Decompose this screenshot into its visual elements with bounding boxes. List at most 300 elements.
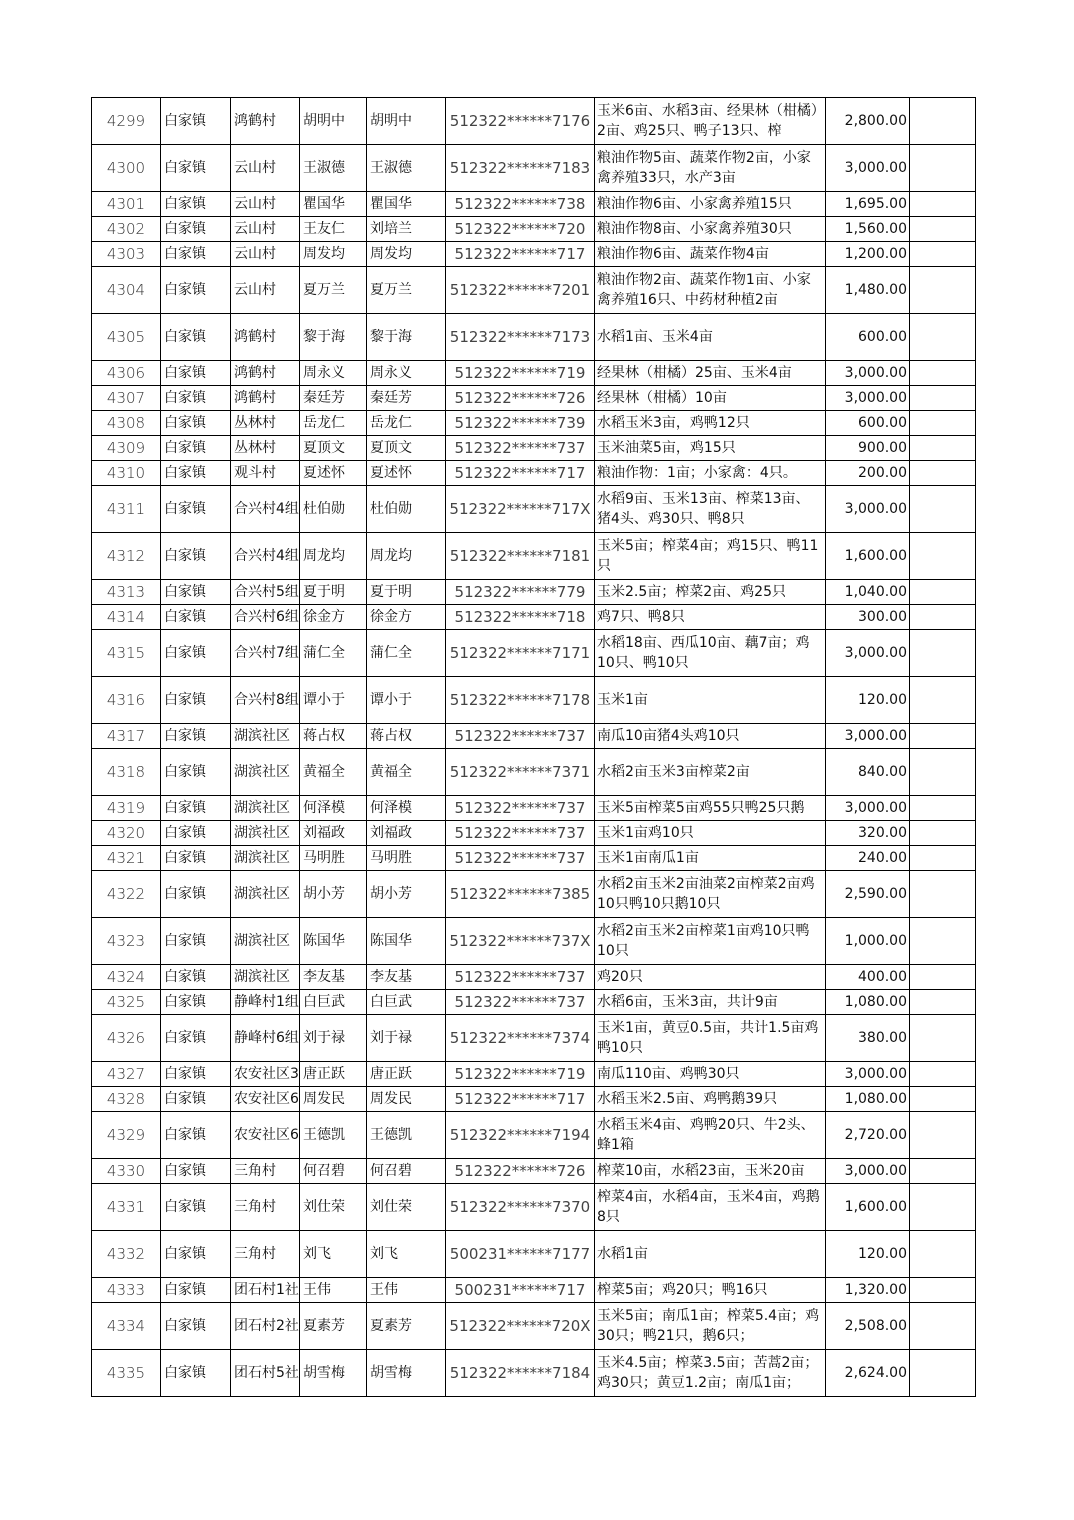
amount-cell: 300.00 bbox=[826, 605, 910, 630]
payee-cell: 夏万兰 bbox=[367, 267, 446, 314]
description-cell: 水稻玉米4亩、鸡鸭20只、牛2头、蜂1箱 bbox=[595, 1112, 826, 1159]
description-cell: 玉米5亩榨菜5亩鸡55只鸭25只鹅 bbox=[595, 796, 826, 821]
remarks-cell bbox=[910, 461, 976, 486]
id-number-cell: 512322******726 bbox=[446, 1159, 595, 1184]
amount-cell: 2,508.00 bbox=[826, 1303, 910, 1350]
village-cell: 鸿鹤村 bbox=[231, 98, 300, 145]
town-cell: 白家镇 bbox=[161, 1231, 231, 1278]
remarks-cell bbox=[910, 965, 976, 990]
payee-cell: 胡雪梅 bbox=[367, 1350, 446, 1397]
payee-cell: 周发均 bbox=[367, 242, 446, 267]
name-cell: 周发民 bbox=[300, 1087, 367, 1112]
town-cell: 白家镇 bbox=[161, 361, 231, 386]
name-cell: 马明胜 bbox=[300, 846, 367, 871]
row-number: 4316 bbox=[92, 677, 161, 724]
name-cell: 唐正跃 bbox=[300, 1062, 367, 1087]
amount-cell: 3,000.00 bbox=[826, 630, 910, 677]
name-cell: 夏述怀 bbox=[300, 461, 367, 486]
payee-cell: 刘福政 bbox=[367, 821, 446, 846]
id-number-cell: 512322******7370 bbox=[446, 1184, 595, 1231]
name-cell: 何泽模 bbox=[300, 796, 367, 821]
table-row bbox=[92, 1112, 976, 1159]
village-cell: 合兴村7组 bbox=[231, 630, 300, 677]
payee-cell: 徐金方 bbox=[367, 605, 446, 630]
name-cell: 蒲仁全 bbox=[300, 630, 367, 677]
name-cell: 胡雪梅 bbox=[300, 1350, 367, 1397]
row-number: 4303 bbox=[92, 242, 161, 267]
name-cell: 刘于禄 bbox=[300, 1015, 367, 1062]
row-number: 4328 bbox=[92, 1087, 161, 1112]
remarks-cell bbox=[910, 990, 976, 1015]
remarks-cell bbox=[910, 386, 976, 411]
remarks-cell bbox=[910, 677, 976, 724]
amount-cell: 3,000.00 bbox=[826, 386, 910, 411]
row-number: 4327 bbox=[92, 1062, 161, 1087]
village-cell: 团石村5社 bbox=[231, 1350, 300, 1397]
amount-cell: 2,590.00 bbox=[826, 871, 910, 918]
town-cell: 白家镇 bbox=[161, 436, 231, 461]
row-number: 4302 bbox=[92, 217, 161, 242]
town-cell: 白家镇 bbox=[161, 677, 231, 724]
name-cell: 夏万兰 bbox=[300, 267, 367, 314]
row-number: 4329 bbox=[92, 1112, 161, 1159]
amount-cell: 3,000.00 bbox=[826, 486, 910, 533]
amount-cell: 380.00 bbox=[826, 1015, 910, 1062]
village-cell: 湖滨社区 bbox=[231, 821, 300, 846]
name-cell: 秦廷芳 bbox=[300, 386, 367, 411]
remarks-cell bbox=[910, 361, 976, 386]
village-cell: 湖滨社区 bbox=[231, 796, 300, 821]
table-row bbox=[92, 436, 976, 461]
description-cell: 玉米1亩南瓜1亩 bbox=[595, 846, 826, 871]
town-cell: 白家镇 bbox=[161, 580, 231, 605]
id-number-cell: 512322******718 bbox=[446, 605, 595, 630]
amount-cell: 3,000.00 bbox=[826, 724, 910, 749]
id-number-cell: 512322******737 bbox=[446, 796, 595, 821]
description-cell: 南瓜10亩猪4头鸡10只 bbox=[595, 724, 826, 749]
row-number: 4304 bbox=[92, 267, 161, 314]
description-cell: 粮油作物2亩、蔬菜作物1亩、小家禽养殖16只、中药材种植2亩 bbox=[595, 267, 826, 314]
description-cell: 榨菜10亩，水稻23亩，玉米20亩 bbox=[595, 1159, 826, 1184]
village-cell: 三角村 bbox=[231, 1159, 300, 1184]
village-cell: 静峰村1组 bbox=[231, 990, 300, 1015]
description-cell: 水稻18亩、西瓜10亩、藕7亩；鸡10只、鸭10只 bbox=[595, 630, 826, 677]
remarks-cell bbox=[910, 1184, 976, 1231]
village-cell: 云山村 bbox=[231, 192, 300, 217]
remarks-cell bbox=[910, 1231, 976, 1278]
remarks-cell bbox=[910, 630, 976, 677]
name-cell: 白巨武 bbox=[300, 990, 367, 1015]
row-number: 4309 bbox=[92, 436, 161, 461]
row-number: 4322 bbox=[92, 871, 161, 918]
town-cell: 白家镇 bbox=[161, 192, 231, 217]
town-cell: 白家镇 bbox=[161, 145, 231, 192]
payee-cell: 秦廷芳 bbox=[367, 386, 446, 411]
payee-cell: 黄福全 bbox=[367, 749, 446, 796]
id-number-cell: 512322******717X bbox=[446, 486, 595, 533]
remarks-cell bbox=[910, 533, 976, 580]
name-cell: 李友基 bbox=[300, 965, 367, 990]
remarks-cell bbox=[910, 267, 976, 314]
amount-cell: 1,000.00 bbox=[826, 918, 910, 965]
name-cell: 夏顶文 bbox=[300, 436, 367, 461]
name-cell: 王伟 bbox=[300, 1278, 367, 1303]
description-cell: 玉米油菜5亩，鸡15只 bbox=[595, 436, 826, 461]
table-row bbox=[92, 192, 976, 217]
remarks-cell bbox=[910, 98, 976, 145]
town-cell: 白家镇 bbox=[161, 1015, 231, 1062]
town-cell: 白家镇 bbox=[161, 990, 231, 1015]
remarks-cell bbox=[910, 486, 976, 533]
village-cell: 鸿鹤村 bbox=[231, 361, 300, 386]
id-number-cell: 512322******7201 bbox=[446, 267, 595, 314]
amount-cell: 1,560.00 bbox=[826, 217, 910, 242]
amount-cell: 1,600.00 bbox=[826, 533, 910, 580]
payee-cell: 王淑德 bbox=[367, 145, 446, 192]
remarks-cell bbox=[910, 580, 976, 605]
town-cell: 白家镇 bbox=[161, 605, 231, 630]
id-number-cell: 512322******7385 bbox=[446, 871, 595, 918]
payee-cell: 胡小芳 bbox=[367, 871, 446, 918]
row-number: 4331 bbox=[92, 1184, 161, 1231]
amount-cell: 900.00 bbox=[826, 436, 910, 461]
amount-cell: 1,200.00 bbox=[826, 242, 910, 267]
village-cell: 三角村 bbox=[231, 1231, 300, 1278]
village-cell: 湖滨社区 bbox=[231, 724, 300, 749]
id-number-cell: 512322******737 bbox=[446, 990, 595, 1015]
remarks-cell bbox=[910, 411, 976, 436]
name-cell: 黎于海 bbox=[300, 314, 367, 361]
id-number-cell: 512322******7371 bbox=[446, 749, 595, 796]
remarks-cell bbox=[910, 796, 976, 821]
table-row bbox=[92, 145, 976, 192]
table-row bbox=[92, 1015, 976, 1062]
row-number: 4325 bbox=[92, 990, 161, 1015]
description-cell: 粮油作物6亩、蔬菜作物4亩 bbox=[595, 242, 826, 267]
town-cell: 白家镇 bbox=[161, 965, 231, 990]
village-cell: 观斗村 bbox=[231, 461, 300, 486]
remarks-cell bbox=[910, 871, 976, 918]
town-cell: 白家镇 bbox=[161, 1087, 231, 1112]
row-number: 4318 bbox=[92, 749, 161, 796]
description-cell: 水稻1亩 bbox=[595, 1231, 826, 1278]
description-cell: 粮油作物8亩、小家禽养殖30只 bbox=[595, 217, 826, 242]
town-cell: 白家镇 bbox=[161, 1112, 231, 1159]
table-row bbox=[92, 461, 976, 486]
payee-cell: 岳龙仁 bbox=[367, 411, 446, 436]
table-row bbox=[92, 217, 976, 242]
name-cell: 何召碧 bbox=[300, 1159, 367, 1184]
subsidy-table bbox=[91, 97, 976, 1397]
table-row bbox=[92, 677, 976, 724]
id-number-cell: 512322******717 bbox=[446, 242, 595, 267]
remarks-cell bbox=[910, 821, 976, 846]
town-cell: 白家镇 bbox=[161, 1278, 231, 1303]
payee-cell: 黎于海 bbox=[367, 314, 446, 361]
village-cell: 云山村 bbox=[231, 145, 300, 192]
amount-cell: 3,000.00 bbox=[826, 1159, 910, 1184]
payee-cell: 白巨武 bbox=[367, 990, 446, 1015]
description-cell: 水稻1亩、玉米4亩 bbox=[595, 314, 826, 361]
row-number: 4299 bbox=[92, 98, 161, 145]
town-cell: 白家镇 bbox=[161, 1062, 231, 1087]
remarks-cell bbox=[910, 1303, 976, 1350]
town-cell: 白家镇 bbox=[161, 1303, 231, 1350]
description-cell: 粮油作物6亩、小家禽养殖15只 bbox=[595, 192, 826, 217]
row-number: 4307 bbox=[92, 386, 161, 411]
row-number: 4310 bbox=[92, 461, 161, 486]
town-cell: 白家镇 bbox=[161, 314, 231, 361]
row-number: 4312 bbox=[92, 533, 161, 580]
town-cell: 白家镇 bbox=[161, 1159, 231, 1184]
description-cell: 鸡20只 bbox=[595, 965, 826, 990]
payee-cell: 周发民 bbox=[367, 1087, 446, 1112]
payee-cell: 刘仕荣 bbox=[367, 1184, 446, 1231]
town-cell: 白家镇 bbox=[161, 796, 231, 821]
name-cell: 瞿国华 bbox=[300, 192, 367, 217]
payee-cell: 周龙均 bbox=[367, 533, 446, 580]
remarks-cell bbox=[910, 605, 976, 630]
id-number-cell: 512322******720 bbox=[446, 217, 595, 242]
village-cell: 湖滨社区 bbox=[231, 918, 300, 965]
row-number: 4321 bbox=[92, 846, 161, 871]
amount-cell: 400.00 bbox=[826, 965, 910, 990]
id-number-cell: 512322******739 bbox=[446, 411, 595, 436]
amount-cell: 1,040.00 bbox=[826, 580, 910, 605]
table-row bbox=[92, 242, 976, 267]
description-cell: 榨菜5亩；鸡20只；鸭16只 bbox=[595, 1278, 826, 1303]
remarks-cell bbox=[910, 1087, 976, 1112]
town-cell: 白家镇 bbox=[161, 217, 231, 242]
name-cell: 陈国华 bbox=[300, 918, 367, 965]
village-cell: 农安社区3 bbox=[231, 1062, 300, 1087]
id-number-cell: 512322******737 bbox=[446, 846, 595, 871]
village-cell: 云山村 bbox=[231, 267, 300, 314]
remarks-cell bbox=[910, 192, 976, 217]
table-row bbox=[92, 965, 976, 990]
description-cell: 玉米6亩、水稻3亩、经果林（柑橘）2亩、鸡25只、鸭子13只、榨 bbox=[595, 98, 826, 145]
id-number-cell: 512322******7178 bbox=[446, 677, 595, 724]
payee-cell: 李友基 bbox=[367, 965, 446, 990]
amount-cell: 600.00 bbox=[826, 411, 910, 436]
id-number-cell: 512322******738 bbox=[446, 192, 595, 217]
village-cell: 团石村2社 bbox=[231, 1303, 300, 1350]
description-cell: 玉米1亩，黄豆0.5亩，共计1.5亩鸡鸭10只 bbox=[595, 1015, 826, 1062]
name-cell: 蒋占权 bbox=[300, 724, 367, 749]
row-number: 4334 bbox=[92, 1303, 161, 1350]
village-cell: 湖滨社区 bbox=[231, 965, 300, 990]
amount-cell: 2,624.00 bbox=[826, 1350, 910, 1397]
town-cell: 白家镇 bbox=[161, 98, 231, 145]
row-number: 4308 bbox=[92, 411, 161, 436]
table-row bbox=[92, 1184, 976, 1231]
description-cell: 经果林（柑橘）10亩 bbox=[595, 386, 826, 411]
table-row bbox=[92, 1350, 976, 1397]
village-cell: 静峰村6组 bbox=[231, 1015, 300, 1062]
id-number-cell: 512322******737 bbox=[446, 436, 595, 461]
table-row bbox=[92, 267, 976, 314]
row-number: 4313 bbox=[92, 580, 161, 605]
name-cell: 刘福政 bbox=[300, 821, 367, 846]
name-cell: 黄福全 bbox=[300, 749, 367, 796]
description-cell: 玉米5亩；榨菜4亩；鸡15只、鸭11只 bbox=[595, 533, 826, 580]
town-cell: 白家镇 bbox=[161, 267, 231, 314]
row-number: 4333 bbox=[92, 1278, 161, 1303]
name-cell: 王友仁 bbox=[300, 217, 367, 242]
name-cell: 周龙均 bbox=[300, 533, 367, 580]
amount-cell: 1,695.00 bbox=[826, 192, 910, 217]
village-cell: 湖滨社区 bbox=[231, 871, 300, 918]
description-cell: 玉米2.5亩；榨菜2亩、鸡25只 bbox=[595, 580, 826, 605]
description-cell: 榨菜4亩，水稻4亩，玉米4亩，鸡鹅8只 bbox=[595, 1184, 826, 1231]
name-cell: 王淑德 bbox=[300, 145, 367, 192]
id-number-cell: 500231******717 bbox=[446, 1278, 595, 1303]
row-number: 4320 bbox=[92, 821, 161, 846]
town-cell: 白家镇 bbox=[161, 411, 231, 436]
name-cell: 徐金方 bbox=[300, 605, 367, 630]
table-row bbox=[92, 1303, 976, 1350]
table-row bbox=[92, 580, 976, 605]
description-cell: 水稻玉米2.5亩、鸡鸭鹅39只 bbox=[595, 1087, 826, 1112]
town-cell: 白家镇 bbox=[161, 871, 231, 918]
row-number: 4323 bbox=[92, 918, 161, 965]
row-number: 4335 bbox=[92, 1350, 161, 1397]
village-cell: 团石村1社 bbox=[231, 1278, 300, 1303]
payee-cell: 夏素芳 bbox=[367, 1303, 446, 1350]
payee-cell: 瞿国华 bbox=[367, 192, 446, 217]
name-cell: 夏素芳 bbox=[300, 1303, 367, 1350]
table-row bbox=[92, 1062, 976, 1087]
payee-cell: 夏顶文 bbox=[367, 436, 446, 461]
amount-cell: 2,720.00 bbox=[826, 1112, 910, 1159]
table-row bbox=[92, 1159, 976, 1184]
id-number-cell: 512322******7374 bbox=[446, 1015, 595, 1062]
row-number: 4317 bbox=[92, 724, 161, 749]
description-cell: 玉米1亩 bbox=[595, 677, 826, 724]
town-cell: 白家镇 bbox=[161, 486, 231, 533]
description-cell: 粮油作物5亩、蔬菜作物2亩，小家禽养殖33只，水产3亩 bbox=[595, 145, 826, 192]
id-number-cell: 512322******7181 bbox=[446, 533, 595, 580]
remarks-cell bbox=[910, 242, 976, 267]
town-cell: 白家镇 bbox=[161, 749, 231, 796]
description-cell: 鸡7只、鸭8只 bbox=[595, 605, 826, 630]
table-row bbox=[92, 605, 976, 630]
table-row bbox=[92, 1231, 976, 1278]
description-cell: 南瓜110亩、鸡鸭30只 bbox=[595, 1062, 826, 1087]
amount-cell: 120.00 bbox=[826, 1231, 910, 1278]
remarks-cell bbox=[910, 314, 976, 361]
row-number: 4300 bbox=[92, 145, 161, 192]
town-cell: 白家镇 bbox=[161, 846, 231, 871]
village-cell: 湖滨社区 bbox=[231, 749, 300, 796]
description-cell: 玉米5亩；南瓜1亩；榨菜5.4亩；鸡30只；鸭21只，鹅6只； bbox=[595, 1303, 826, 1350]
village-cell: 鸿鹤村 bbox=[231, 386, 300, 411]
village-cell: 合兴村5组 bbox=[231, 580, 300, 605]
amount-cell: 3,000.00 bbox=[826, 1062, 910, 1087]
payee-cell: 陈国华 bbox=[367, 918, 446, 965]
town-cell: 白家镇 bbox=[161, 242, 231, 267]
name-cell: 刘仕荣 bbox=[300, 1184, 367, 1231]
remarks-cell bbox=[910, 217, 976, 242]
amount-cell: 240.00 bbox=[826, 846, 910, 871]
table-row bbox=[92, 1278, 976, 1303]
town-cell: 白家镇 bbox=[161, 1350, 231, 1397]
village-cell: 云山村 bbox=[231, 217, 300, 242]
town-cell: 白家镇 bbox=[161, 461, 231, 486]
table-row bbox=[92, 486, 976, 533]
description-cell: 玉米1亩鸡10只 bbox=[595, 821, 826, 846]
id-number-cell: 512322******720X bbox=[446, 1303, 595, 1350]
id-number-cell: 512322******717 bbox=[446, 1087, 595, 1112]
payee-cell: 何召碧 bbox=[367, 1159, 446, 1184]
id-number-cell: 512322******737 bbox=[446, 965, 595, 990]
table-row bbox=[92, 386, 976, 411]
remarks-cell bbox=[910, 749, 976, 796]
amount-cell: 3,000.00 bbox=[826, 361, 910, 386]
amount-cell: 1,480.00 bbox=[826, 267, 910, 314]
town-cell: 白家镇 bbox=[161, 533, 231, 580]
description-cell: 粮油作物：1亩；小家禽：4只。 bbox=[595, 461, 826, 486]
description-cell: 水稻6亩，玉米3亩，共计9亩 bbox=[595, 990, 826, 1015]
town-cell: 白家镇 bbox=[161, 1184, 231, 1231]
payee-cell: 刘飞 bbox=[367, 1231, 446, 1278]
row-number: 4326 bbox=[92, 1015, 161, 1062]
amount-cell: 1,080.00 bbox=[826, 990, 910, 1015]
payee-cell: 周永义 bbox=[367, 361, 446, 386]
remarks-cell bbox=[910, 1159, 976, 1184]
village-cell: 合兴村8组 bbox=[231, 677, 300, 724]
table-row bbox=[92, 846, 976, 871]
id-number-cell: 512322******7184 bbox=[446, 1350, 595, 1397]
payee-cell: 谭小于 bbox=[367, 677, 446, 724]
amount-cell: 200.00 bbox=[826, 461, 910, 486]
amount-cell: 3,000.00 bbox=[826, 796, 910, 821]
table-row bbox=[92, 361, 976, 386]
name-cell: 周永义 bbox=[300, 361, 367, 386]
description-cell: 水稻9亩、玉米13亩、榨菜13亩、猪4头、鸡30只、鸭8只 bbox=[595, 486, 826, 533]
amount-cell: 1,320.00 bbox=[826, 1278, 910, 1303]
amount-cell: 1,080.00 bbox=[826, 1087, 910, 1112]
name-cell: 胡小芳 bbox=[300, 871, 367, 918]
name-cell: 岳龙仁 bbox=[300, 411, 367, 436]
id-number-cell: 512322******719 bbox=[446, 361, 595, 386]
amount-cell: 2,800.00 bbox=[826, 98, 910, 145]
remarks-cell bbox=[910, 918, 976, 965]
amount-cell: 120.00 bbox=[826, 677, 910, 724]
id-number-cell: 512322******7176 bbox=[446, 98, 595, 145]
row-number: 4305 bbox=[92, 314, 161, 361]
id-number-cell: 512322******779 bbox=[446, 580, 595, 605]
village-cell: 合兴村4组 bbox=[231, 486, 300, 533]
remarks-cell bbox=[910, 1112, 976, 1159]
table-row bbox=[92, 1087, 976, 1112]
table-row bbox=[92, 411, 976, 436]
description-cell: 水稻玉米3亩，鸡鸭12只 bbox=[595, 411, 826, 436]
payee-cell: 蒲仁全 bbox=[367, 630, 446, 677]
amount-cell: 320.00 bbox=[826, 821, 910, 846]
row-number: 4315 bbox=[92, 630, 161, 677]
table-row bbox=[92, 990, 976, 1015]
description-cell: 水稻2亩玉米2亩榨菜1亩鸡10只鸭10只 bbox=[595, 918, 826, 965]
description-cell: 经果林（柑橘）25亩、玉米4亩 bbox=[595, 361, 826, 386]
payee-cell: 胡明中 bbox=[367, 98, 446, 145]
remarks-cell bbox=[910, 1015, 976, 1062]
table-row bbox=[92, 630, 976, 677]
description-cell: 水稻2亩玉米2亩油菜2亩榨菜2亩鸡10只鸭10只鹅10只 bbox=[595, 871, 826, 918]
village-cell: 农安社区6 bbox=[231, 1112, 300, 1159]
amount-cell: 600.00 bbox=[826, 314, 910, 361]
table-row bbox=[92, 749, 976, 796]
